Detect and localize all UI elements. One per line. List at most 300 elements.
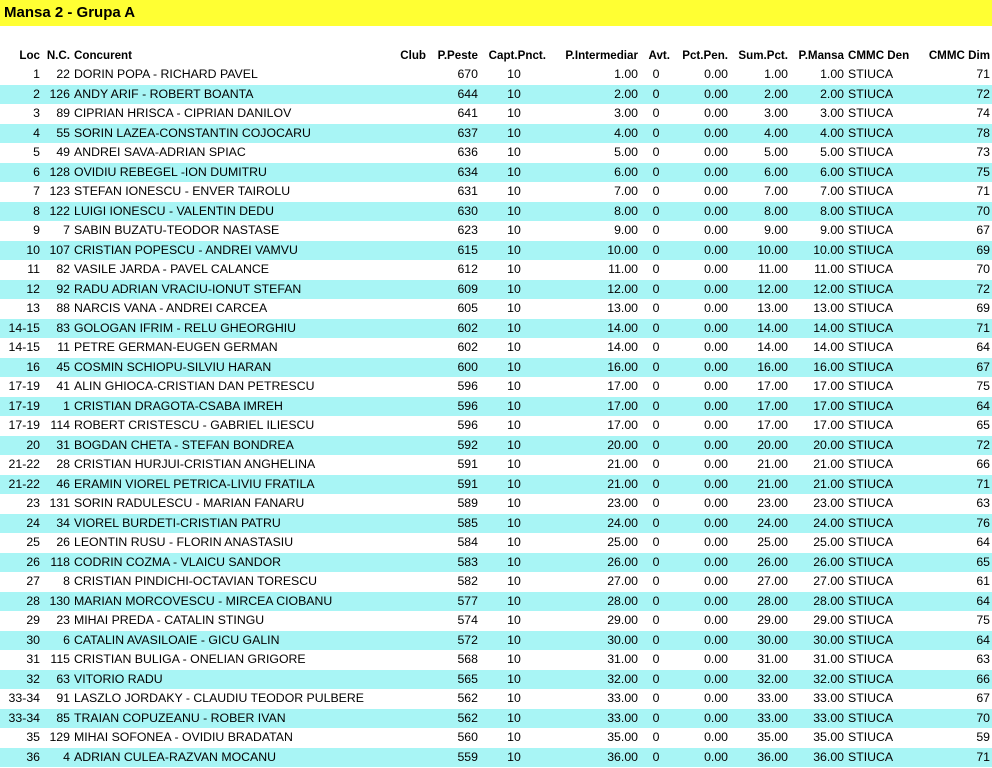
cell-pct-pen: 0.00 xyxy=(672,299,730,319)
table-row xyxy=(0,494,992,514)
cell-p-peste: 577 xyxy=(428,592,480,612)
cell-loc: 14-15 xyxy=(0,319,42,339)
cell-p-intermediar: 28.00 xyxy=(548,592,640,612)
cell-pct-pen: 0.00 xyxy=(672,143,730,163)
cell-cmmc-den: STIUCA xyxy=(846,221,918,241)
cell-club xyxy=(372,338,428,358)
cell-loc: 4 xyxy=(0,124,42,144)
table-row xyxy=(0,475,992,495)
cell-cmmc-den: STIUCA xyxy=(846,319,918,339)
cell-p-intermediar: 12.00 xyxy=(548,280,640,300)
cell-p-intermediar: 32.00 xyxy=(548,670,640,690)
cell-pct-pen: 0.00 xyxy=(672,631,730,651)
cell-pct-pen: 0.00 xyxy=(672,163,730,183)
table-row xyxy=(0,416,992,436)
col-header-cmmc-den: CMMC Den xyxy=(848,49,910,62)
table-row xyxy=(0,260,992,280)
col-header-nc: N.C. xyxy=(46,49,70,62)
cell-nc: 23 xyxy=(42,611,72,631)
table-row xyxy=(0,397,992,417)
cell-loc: 36 xyxy=(0,748,42,768)
cell-cmmc-dim: 71 xyxy=(918,182,992,202)
cell-p-mansa: 25.00 xyxy=(790,533,846,553)
cell-cmmc-dim: 74 xyxy=(918,104,992,124)
cell-cmmc-den: STIUCA xyxy=(846,241,918,261)
cell-avt: 0 xyxy=(640,338,672,358)
cell-capt-pnct: 10 xyxy=(480,143,548,163)
cell-sum-pct: 2.00 xyxy=(730,85,790,105)
cell-capt-pnct: 10 xyxy=(480,436,548,456)
cell-club xyxy=(372,475,428,495)
table-row xyxy=(0,650,992,670)
cell-cmmc-dim: 73 xyxy=(918,143,992,163)
table-row xyxy=(0,572,992,592)
cell-club xyxy=(372,748,428,768)
cell-club xyxy=(372,299,428,319)
cell-pct-pen: 0.00 xyxy=(672,124,730,144)
cell-nc: 83 xyxy=(42,319,72,339)
cell-cmmc-dim: 67 xyxy=(918,221,992,241)
cell-p-peste: 600 xyxy=(428,358,480,378)
cell-capt-pnct: 10 xyxy=(480,104,548,124)
cell-p-intermediar: 26.00 xyxy=(548,553,640,573)
cell-avt: 0 xyxy=(640,670,672,690)
cell-sum-pct: 10.00 xyxy=(730,241,790,261)
cell-p-peste: 585 xyxy=(428,514,480,534)
table-row xyxy=(0,670,992,690)
cell-p-mansa: 3.00 xyxy=(790,104,846,124)
table-row xyxy=(0,611,992,631)
cell-avt: 0 xyxy=(640,241,672,261)
cell-avt: 0 xyxy=(640,455,672,475)
cell-p-peste: 602 xyxy=(428,319,480,339)
cell-sum-pct: 28.00 xyxy=(730,592,790,612)
cell-p-intermediar: 20.00 xyxy=(548,436,640,456)
cell-club xyxy=(372,182,428,202)
cell-avt: 0 xyxy=(640,611,672,631)
cell-loc: 32 xyxy=(0,670,42,690)
cell-p-mansa: 20.00 xyxy=(790,436,846,456)
cell-club xyxy=(372,221,428,241)
col-header-p-peste: P.Peste xyxy=(437,49,478,62)
col-header-avt: Avt. xyxy=(648,49,670,62)
cell-capt-pnct: 10 xyxy=(480,631,548,651)
cell-nc: 63 xyxy=(42,670,72,690)
cell-capt-pnct: 10 xyxy=(480,514,548,534)
cell-p-peste: 596 xyxy=(428,416,480,436)
cell-loc: 5 xyxy=(0,143,42,163)
cell-nc: 131 xyxy=(42,494,72,514)
cell-avt: 0 xyxy=(640,553,672,573)
cell-cmmc-den: STIUCA xyxy=(846,572,918,592)
cell-pct-pen: 0.00 xyxy=(672,377,730,397)
cell-loc: 35 xyxy=(0,728,42,748)
cell-p-intermediar: 14.00 xyxy=(548,338,640,358)
cell-avt: 0 xyxy=(640,533,672,553)
cell-capt-pnct: 10 xyxy=(480,377,548,397)
cell-concurent: LASZLO JORDAKY - CLAUDIU TEODOR PULBERE xyxy=(72,689,372,709)
cell-avt: 0 xyxy=(640,748,672,768)
cell-loc: 27 xyxy=(0,572,42,592)
col-header-loc: Loc xyxy=(19,49,40,62)
cell-cmmc-dim: 65 xyxy=(918,416,992,436)
cell-cmmc-den: STIUCA xyxy=(846,358,918,378)
cell-club xyxy=(372,280,428,300)
cell-concurent: LUIGI IONESCU - VALENTIN DEDU xyxy=(72,202,372,222)
cell-nc: 22 xyxy=(42,65,72,85)
cell-club xyxy=(372,650,428,670)
cell-p-mansa: 5.00 xyxy=(790,143,846,163)
col-header-concurent: Concurent xyxy=(74,49,132,62)
cell-loc: 10 xyxy=(0,241,42,261)
cell-p-peste: 631 xyxy=(428,182,480,202)
cell-p-mansa: 6.00 xyxy=(790,163,846,183)
cell-cmmc-dim: 76 xyxy=(918,514,992,534)
cell-concurent: VIOREL BURDETI-CRISTIAN PATRU xyxy=(72,514,372,534)
cell-p-peste: 592 xyxy=(428,436,480,456)
cell-p-peste: 572 xyxy=(428,631,480,651)
cell-loc: 30 xyxy=(0,631,42,651)
cell-club xyxy=(372,202,428,222)
cell-club xyxy=(372,377,428,397)
cell-club xyxy=(372,494,428,514)
cell-capt-pnct: 10 xyxy=(480,689,548,709)
cell-p-intermediar: 11.00 xyxy=(548,260,640,280)
cell-pct-pen: 0.00 xyxy=(672,592,730,612)
cell-p-mansa: 7.00 xyxy=(790,182,846,202)
table-row xyxy=(0,221,992,241)
cell-nc: 126 xyxy=(42,85,72,105)
cell-sum-pct: 16.00 xyxy=(730,358,790,378)
cell-pct-pen: 0.00 xyxy=(672,280,730,300)
cell-p-intermediar: 23.00 xyxy=(548,494,640,514)
cell-concurent: ANDY ARIF - ROBERT BOANTA xyxy=(72,85,372,105)
cell-sum-pct: 26.00 xyxy=(730,553,790,573)
col-header-cmmc-dim: CMMC Dim xyxy=(928,49,990,62)
cell-avt: 0 xyxy=(640,416,672,436)
cell-p-mansa: 30.00 xyxy=(790,631,846,651)
cell-loc: 1 xyxy=(0,65,42,85)
cell-sum-pct: 6.00 xyxy=(730,163,790,183)
cell-cmmc-den: STIUCA xyxy=(846,611,918,631)
cell-cmmc-dim: 70 xyxy=(918,709,992,729)
cell-pct-pen: 0.00 xyxy=(672,85,730,105)
cell-loc: 9 xyxy=(0,221,42,241)
cell-sum-pct: 21.00 xyxy=(730,455,790,475)
cell-avt: 0 xyxy=(640,572,672,592)
cell-loc: 21-22 xyxy=(0,455,42,475)
cell-concurent: CATALIN AVASILOAIE - GICU GALIN xyxy=(72,631,372,651)
cell-capt-pnct: 10 xyxy=(480,494,548,514)
cell-sum-pct: 30.00 xyxy=(730,631,790,651)
cell-sum-pct: 31.00 xyxy=(730,650,790,670)
cell-cmmc-den: STIUCA xyxy=(846,397,918,417)
table-row xyxy=(0,689,992,709)
cell-pct-pen: 0.00 xyxy=(672,689,730,709)
cell-cmmc-dim: 64 xyxy=(918,631,992,651)
cell-capt-pnct: 10 xyxy=(480,397,548,417)
cell-sum-pct: 32.00 xyxy=(730,670,790,690)
col-header-sum-pct: Sum.Pct. xyxy=(738,49,788,62)
cell-avt: 0 xyxy=(640,728,672,748)
cell-pct-pen: 0.00 xyxy=(672,455,730,475)
cell-p-intermediar: 31.00 xyxy=(548,650,640,670)
cell-loc: 13 xyxy=(0,299,42,319)
cell-nc: 128 xyxy=(42,163,72,183)
cell-avt: 0 xyxy=(640,631,672,651)
cell-capt-pnct: 10 xyxy=(480,611,548,631)
cell-p-intermediar: 16.00 xyxy=(548,358,640,378)
cell-loc: 2 xyxy=(0,85,42,105)
cell-cmmc-dim: 70 xyxy=(918,260,992,280)
cell-p-mansa: 21.00 xyxy=(790,455,846,475)
cell-p-mansa: 33.00 xyxy=(790,689,846,709)
cell-p-intermediar: 21.00 xyxy=(548,455,640,475)
cell-avt: 0 xyxy=(640,358,672,378)
cell-p-peste: 562 xyxy=(428,689,480,709)
cell-sum-pct: 12.00 xyxy=(730,280,790,300)
cell-pct-pen: 0.00 xyxy=(672,728,730,748)
cell-loc: 14-15 xyxy=(0,338,42,358)
cell-concurent: ADRIAN CULEA-RAZVAN MOCANU xyxy=(72,748,372,768)
cell-loc: 6 xyxy=(0,163,42,183)
table-header-row xyxy=(0,46,992,65)
cell-sum-pct: 3.00 xyxy=(730,104,790,124)
cell-cmmc-den: STIUCA xyxy=(846,455,918,475)
cell-nc: 49 xyxy=(42,143,72,163)
cell-pct-pen: 0.00 xyxy=(672,104,730,124)
cell-cmmc-dim: 71 xyxy=(918,65,992,85)
cell-pct-pen: 0.00 xyxy=(672,358,730,378)
cell-avt: 0 xyxy=(640,377,672,397)
cell-p-peste: 574 xyxy=(428,611,480,631)
cell-loc: 25 xyxy=(0,533,42,553)
cell-cmmc-den: STIUCA xyxy=(846,650,918,670)
cell-p-mansa: 17.00 xyxy=(790,416,846,436)
cell-concurent: MARIAN MORCOVESCU - MIRCEA CIOBANU xyxy=(72,592,372,612)
cell-capt-pnct: 10 xyxy=(480,280,548,300)
cell-p-peste: 605 xyxy=(428,299,480,319)
cell-cmmc-dim: 69 xyxy=(918,299,992,319)
cell-avt: 0 xyxy=(640,650,672,670)
cell-club xyxy=(372,670,428,690)
cell-p-peste: 591 xyxy=(428,455,480,475)
cell-p-peste: 630 xyxy=(428,202,480,222)
table-row xyxy=(0,182,992,202)
cell-p-peste: 634 xyxy=(428,163,480,183)
cell-p-intermediar: 36.00 xyxy=(548,748,640,768)
cell-p-intermediar: 2.00 xyxy=(548,85,640,105)
cell-avt: 0 xyxy=(640,475,672,495)
cell-concurent: MIHAI SOFONEA - OVIDIU BRADATAN xyxy=(72,728,372,748)
cell-nc: 130 xyxy=(42,592,72,612)
cell-p-peste: 644 xyxy=(428,85,480,105)
cell-sum-pct: 13.00 xyxy=(730,299,790,319)
cell-p-peste: 596 xyxy=(428,377,480,397)
cell-concurent: CIPRIAN HRISCA - CIPRIAN DANILOV xyxy=(72,104,372,124)
cell-cmmc-dim: 63 xyxy=(918,494,992,514)
cell-club xyxy=(372,416,428,436)
cell-cmmc-dim: 75 xyxy=(918,163,992,183)
cell-cmmc-dim: 70 xyxy=(918,202,992,222)
cell-cmmc-den: STIUCA xyxy=(846,631,918,651)
cell-avt: 0 xyxy=(640,104,672,124)
cell-p-intermediar: 35.00 xyxy=(548,728,640,748)
cell-p-intermediar: 6.00 xyxy=(548,163,640,183)
cell-capt-pnct: 10 xyxy=(480,241,548,261)
table-row xyxy=(0,202,992,222)
table-row xyxy=(0,592,992,612)
cell-avt: 0 xyxy=(640,163,672,183)
cell-loc: 33-34 xyxy=(0,689,42,709)
cell-nc: 118 xyxy=(42,553,72,573)
cell-p-intermediar: 25.00 xyxy=(548,533,640,553)
cell-pct-pen: 0.00 xyxy=(672,241,730,261)
cell-p-intermediar: 14.00 xyxy=(548,319,640,339)
cell-loc: 23 xyxy=(0,494,42,514)
cell-p-peste: 582 xyxy=(428,572,480,592)
table-row xyxy=(0,319,992,339)
cell-avt: 0 xyxy=(640,143,672,163)
cell-club xyxy=(372,124,428,144)
table-row xyxy=(0,299,992,319)
cell-loc: 17-19 xyxy=(0,397,42,417)
cell-concurent: COSMIN SCHIOPU-SILVIU HARAN xyxy=(72,358,372,378)
cell-loc: 16 xyxy=(0,358,42,378)
cell-nc: 82 xyxy=(42,260,72,280)
cell-sum-pct: 27.00 xyxy=(730,572,790,592)
cell-capt-pnct: 10 xyxy=(480,338,548,358)
cell-sum-pct: 11.00 xyxy=(730,260,790,280)
cell-cmmc-dim: 61 xyxy=(918,572,992,592)
cell-nc: 85 xyxy=(42,709,72,729)
cell-avt: 0 xyxy=(640,709,672,729)
cell-nc: 89 xyxy=(42,104,72,124)
cell-nc: 46 xyxy=(42,475,72,495)
cell-pct-pen: 0.00 xyxy=(672,260,730,280)
cell-p-peste: 615 xyxy=(428,241,480,261)
cell-p-peste: 583 xyxy=(428,553,480,573)
cell-nc: 8 xyxy=(42,572,72,592)
cell-capt-pnct: 10 xyxy=(480,416,548,436)
cell-nc: 114 xyxy=(42,416,72,436)
cell-p-intermediar: 17.00 xyxy=(548,416,640,436)
cell-capt-pnct: 10 xyxy=(480,299,548,319)
cell-cmmc-den: STIUCA xyxy=(846,202,918,222)
cell-cmmc-den: STIUCA xyxy=(846,728,918,748)
cell-club xyxy=(372,572,428,592)
cell-p-intermediar: 13.00 xyxy=(548,299,640,319)
cell-p-peste: 560 xyxy=(428,728,480,748)
cell-avt: 0 xyxy=(640,124,672,144)
cell-avt: 0 xyxy=(640,65,672,85)
cell-nc: 7 xyxy=(42,221,72,241)
cell-loc: 28 xyxy=(0,592,42,612)
cell-cmmc-dim: 64 xyxy=(918,592,992,612)
cell-capt-pnct: 10 xyxy=(480,163,548,183)
cell-loc: 17-19 xyxy=(0,416,42,436)
cell-capt-pnct: 10 xyxy=(480,455,548,475)
cell-pct-pen: 0.00 xyxy=(672,182,730,202)
cell-avt: 0 xyxy=(640,592,672,612)
table-row xyxy=(0,358,992,378)
cell-p-mansa: 11.00 xyxy=(790,260,846,280)
cell-club xyxy=(372,455,428,475)
col-header-pct-pen: Pct.Pen. xyxy=(682,49,728,62)
cell-cmmc-dim: 65 xyxy=(918,553,992,573)
cell-sum-pct: 25.00 xyxy=(730,533,790,553)
cell-p-mansa: 27.00 xyxy=(790,572,846,592)
cell-cmmc-dim: 71 xyxy=(918,475,992,495)
cell-cmmc-dim: 67 xyxy=(918,358,992,378)
cell-capt-pnct: 10 xyxy=(480,670,548,690)
cell-capt-pnct: 10 xyxy=(480,650,548,670)
cell-concurent: NARCIS VANA - ANDREI CARCEA xyxy=(72,299,372,319)
cell-cmmc-den: STIUCA xyxy=(846,689,918,709)
cell-cmmc-den: STIUCA xyxy=(846,709,918,729)
cell-sum-pct: 17.00 xyxy=(730,416,790,436)
table-row xyxy=(0,280,992,300)
cell-nc: 6 xyxy=(42,631,72,651)
cell-nc: 4 xyxy=(42,748,72,768)
cell-pct-pen: 0.00 xyxy=(672,670,730,690)
cell-capt-pnct: 10 xyxy=(480,748,548,768)
cell-concurent: SORIN RADULESCU - MARIAN FANARU xyxy=(72,494,372,514)
cell-concurent: CODRIN COZMA - VLAICU SANDOR xyxy=(72,553,372,573)
cell-p-mansa: 35.00 xyxy=(790,728,846,748)
cell-avt: 0 xyxy=(640,397,672,417)
col-header-club: Club xyxy=(400,49,426,62)
cell-avt: 0 xyxy=(640,436,672,456)
table-row xyxy=(0,631,992,651)
cell-club xyxy=(372,358,428,378)
cell-p-intermediar: 30.00 xyxy=(548,631,640,651)
cell-nc: 91 xyxy=(42,689,72,709)
cell-cmmc-den: STIUCA xyxy=(846,338,918,358)
cell-club xyxy=(372,143,428,163)
cell-p-mansa: 33.00 xyxy=(790,709,846,729)
table-row xyxy=(0,514,992,534)
cell-p-mansa: 16.00 xyxy=(790,358,846,378)
cell-loc: 29 xyxy=(0,611,42,631)
cell-loc: 17-19 xyxy=(0,377,42,397)
cell-cmmc-dim: 63 xyxy=(918,650,992,670)
cell-cmmc-dim: 75 xyxy=(918,611,992,631)
cell-concurent: CRISTIAN BULIGA - ONELIAN GRIGORE xyxy=(72,650,372,670)
cell-p-mansa: 13.00 xyxy=(790,299,846,319)
cell-club xyxy=(372,592,428,612)
cell-club xyxy=(372,533,428,553)
cell-capt-pnct: 10 xyxy=(480,124,548,144)
cell-p-mansa: 2.00 xyxy=(790,85,846,105)
cell-concurent: DORIN POPA - RICHARD PAVEL xyxy=(72,65,372,85)
cell-sum-pct: 35.00 xyxy=(730,728,790,748)
cell-p-peste: 602 xyxy=(428,338,480,358)
cell-p-intermediar: 27.00 xyxy=(548,572,640,592)
cell-p-peste: 559 xyxy=(428,748,480,768)
cell-sum-pct: 9.00 xyxy=(730,221,790,241)
cell-club xyxy=(372,260,428,280)
cell-cmmc-den: STIUCA xyxy=(846,85,918,105)
cell-avt: 0 xyxy=(640,221,672,241)
cell-cmmc-dim: 66 xyxy=(918,455,992,475)
cell-p-mansa: 21.00 xyxy=(790,475,846,495)
cell-loc: 8 xyxy=(0,202,42,222)
cell-cmmc-den: STIUCA xyxy=(846,104,918,124)
cell-nc: 55 xyxy=(42,124,72,144)
table-row xyxy=(0,728,992,748)
cell-sum-pct: 23.00 xyxy=(730,494,790,514)
